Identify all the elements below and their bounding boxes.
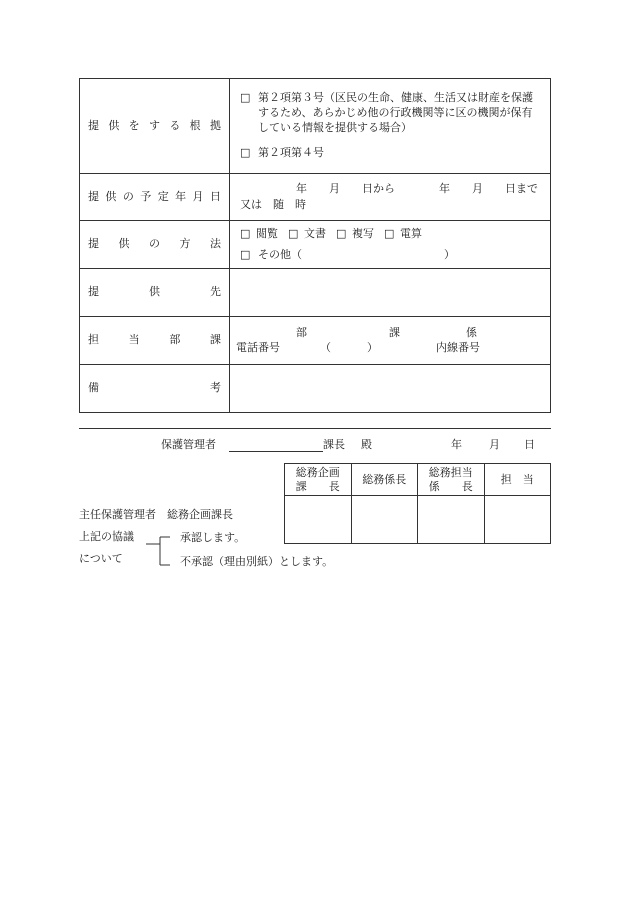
label-char: 提 — [88, 285, 99, 299]
option-text: 複写 — [352, 226, 374, 240]
label-char: 年 — [175, 189, 187, 203]
basis-value — [230, 79, 551, 174]
label-char: 方 — [179, 237, 191, 251]
option-text: 閲覧 — [256, 226, 278, 240]
other-close-paren: ） — [444, 247, 455, 261]
label-char: 提 — [88, 118, 99, 132]
label-char: 供 — [118, 237, 130, 251]
label-char: 課 — [209, 333, 221, 347]
date-range — [240, 182, 542, 197]
month-to: 月 — [472, 181, 483, 195]
remarks-label — [80, 365, 230, 413]
label-char: 当 — [128, 333, 140, 347]
label-char: 日 — [209, 189, 221, 203]
extension-label: 内線番号 — [436, 340, 480, 354]
label-char: 担 — [88, 333, 99, 347]
label-char: 拠 — [209, 118, 221, 132]
basis-option-1-checkbox[interactable]: □ — [240, 91, 251, 105]
label-char: 先 — [210, 285, 221, 299]
basis-option-2-text: 第２項第４号 — [258, 145, 324, 159]
guardian-month: 月 — [489, 438, 500, 451]
method-option-document[interactable] — [288, 227, 326, 242]
phone-line — [236, 341, 542, 356]
destination-row — [80, 269, 551, 317]
basis-row — [80, 79, 551, 174]
phone-close-paren: ） — [367, 340, 378, 354]
label-char: 定 — [157, 189, 169, 203]
basis-label — [80, 79, 230, 174]
guardian-year: 年 — [451, 438, 462, 451]
department-label — [80, 317, 230, 365]
guardian-honorific: 殿 — [361, 438, 372, 451]
label-char: 提 — [88, 237, 99, 251]
approval-col-planning-manager — [285, 464, 352, 496]
other-checkbox[interactable]: □ — [240, 247, 251, 261]
phone-open-paren: （ — [320, 340, 331, 354]
checkbox[interactable]: □ — [288, 226, 299, 240]
approval-stamp-table — [284, 463, 551, 544]
option-text: 文書 — [304, 226, 326, 240]
consult-line-2: について — [79, 552, 123, 565]
other-text: その他（ — [258, 247, 302, 261]
ka-label: 課 — [389, 325, 400, 339]
destination-field[interactable] — [230, 269, 551, 317]
stamp-cell[interactable] — [418, 496, 485, 544]
remarks-row — [80, 365, 551, 413]
department-row — [80, 317, 551, 365]
label-char: 部 — [169, 333, 181, 347]
method-options — [240, 227, 542, 242]
department-names — [236, 326, 542, 341]
month-from: 月 — [329, 181, 340, 195]
planned-date-value[interactable] — [230, 174, 551, 221]
col-title-line1: 総務企画 — [295, 465, 340, 479]
label-char: の — [122, 189, 134, 203]
method-other[interactable] — [240, 248, 542, 263]
provision-form-table — [79, 78, 551, 413]
label-char: す — [148, 118, 160, 132]
label-char: 根 — [189, 118, 201, 132]
col-title-line2: 係 長 — [428, 479, 473, 493]
planned-date-label — [80, 174, 230, 221]
planned-date-row — [80, 174, 551, 221]
col-title-line1: 総務担当 — [428, 465, 473, 479]
reject-option[interactable]: 不承認（理由別紙）とします。 — [180, 555, 334, 568]
label-char: 予 — [140, 189, 152, 203]
approval-col-staff — [484, 464, 551, 496]
guardian-day: 日 — [524, 438, 535, 451]
label-char: 法 — [210, 237, 221, 251]
col-title-line1: 総務係長 — [362, 472, 407, 486]
section-divider — [79, 428, 551, 429]
day-from: 日から — [362, 181, 395, 195]
decision-bracket — [146, 533, 176, 569]
label-char: 月 — [192, 189, 204, 203]
method-option-inspection[interactable] — [240, 227, 278, 242]
label-char: 備 — [88, 381, 99, 395]
day-to: 日まで — [505, 181, 538, 195]
label-char: 供 — [105, 189, 117, 203]
col-title-line1: 担 当 — [500, 472, 534, 486]
method-label — [80, 221, 230, 269]
or-anytime: 又は 随 時 — [240, 197, 306, 211]
approval-header-row — [285, 464, 551, 496]
checkbox[interactable]: □ — [384, 226, 395, 240]
basis-option-2 — [240, 146, 542, 161]
label-char: の — [149, 237, 160, 251]
approval-col-general-staff-chief — [418, 464, 485, 496]
col-title-line2: 課 長 — [295, 479, 340, 493]
basis-option-2-checkbox[interactable]: □ — [240, 145, 251, 159]
method-option-computer[interactable] — [384, 227, 422, 242]
department-value[interactable] — [230, 317, 551, 365]
method-row — [80, 221, 551, 269]
method-value — [230, 221, 551, 269]
basis-option-1-text: 第２項第３号（区民の生命、健康、生活又は財産を保護するため、あらかじめ他の行政機関等に区の機関が保有している情報を提供する場合） — [258, 91, 533, 134]
remarks-field[interactable] — [230, 365, 551, 413]
label-char: を — [128, 118, 140, 132]
checkbox[interactable]: □ — [336, 226, 347, 240]
method-option-copy[interactable] — [336, 227, 374, 242]
approval-col-general-chief — [351, 464, 418, 496]
approve-option[interactable]: 承認します。 — [180, 531, 246, 544]
guardian-name-field[interactable] — [229, 451, 323, 452]
option-text: 電算 — [400, 226, 422, 240]
basis-option-1 — [240, 91, 542, 136]
consult-line-1: 上記の協議 — [79, 530, 134, 543]
kakari-label: 係 — [466, 325, 477, 339]
label-char: 提 — [88, 189, 99, 203]
year-to: 年 — [439, 181, 450, 195]
guardian-title: 課長 — [323, 438, 345, 451]
guardian-label: 保護管理者 — [161, 438, 216, 451]
stamp-cell[interactable] — [484, 496, 551, 544]
bu-label: 部 — [296, 325, 307, 339]
checkbox[interactable]: □ — [240, 226, 251, 240]
label-char: 供 — [149, 285, 160, 299]
label-char: 考 — [210, 381, 221, 395]
label-char: る — [169, 118, 181, 132]
stamp-cell[interactable] — [351, 496, 418, 544]
year-from: 年 — [296, 181, 307, 195]
guardian-line — [79, 436, 551, 454]
phone-label: 電話番号 — [236, 340, 280, 354]
destination-label — [80, 269, 230, 317]
stamp-cell[interactable] — [285, 496, 352, 544]
label-char: 供 — [108, 118, 120, 132]
chief-protection-manager: 主任保護管理者 総務企画課長 — [79, 508, 233, 521]
approval-stamp-row — [285, 496, 551, 544]
